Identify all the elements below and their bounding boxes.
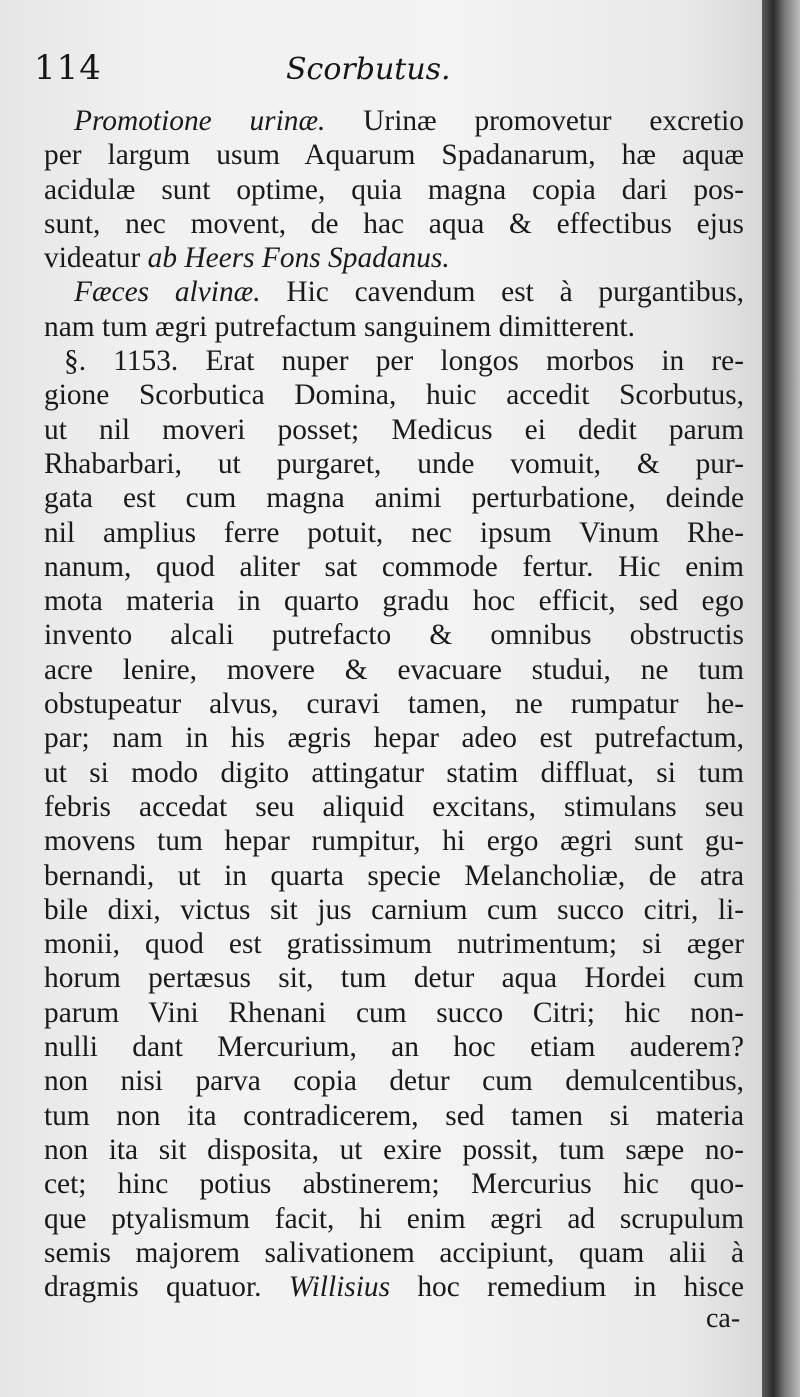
page-edge-shadow: [762, 0, 800, 1397]
text-line: [44, 961, 744, 995]
text-segment: nanum, quod aliter sat commode fertur. Hic enim: [44, 550, 744, 583]
text-segment: gata est cum magna animi perturbatione, deinde: [44, 482, 744, 515]
text-segment: semis majorem salivationem accipiunt, quam alii à: [44, 1236, 744, 1269]
text-segment: monii, quod est gratissimum nutrimentum; si æger: [44, 928, 744, 961]
text-line: [44, 1202, 744, 1236]
text-line: [44, 824, 744, 858]
text-segment: ut si modo digito attingatur statim diffluat, si tum: [44, 756, 744, 789]
text-line: [44, 138, 744, 172]
text-segment: cet; hinc potius abstinerem; Mercurius hic quo-: [44, 1168, 744, 1201]
italic-text: Fæces alvinæ.: [74, 276, 261, 309]
text-segment: bile dixi, victus sit jus carnium cum succo citri, li-: [44, 893, 744, 926]
text-line: [44, 173, 744, 207]
italic-text: ab Heers Fons Spadanus.: [147, 242, 450, 275]
italic-text: Promotione urinæ.: [74, 105, 326, 137]
page-number: 114: [34, 48, 102, 88]
text-segment: tum non ita contradicerem, sed tamen si materia: [44, 1099, 744, 1132]
text-line: [44, 481, 744, 515]
text-segment: par; nam in his ægris hepar adeo est putrefactum,: [44, 722, 744, 755]
text-segment: per largum usum Aquarum Spadanarum, hæ aquæ: [44, 139, 744, 172]
text-segment: dragmis quatuor.: [44, 1271, 289, 1304]
text-line: [44, 1030, 744, 1064]
text-line: [44, 1270, 744, 1304]
text-line: [44, 859, 744, 893]
text-line: [44, 1099, 744, 1133]
catchword: ca-: [706, 1303, 741, 1334]
text-line: [44, 1167, 744, 1201]
text-segment: acidulæ sunt optime, quia magna copia dari pos-: [44, 173, 744, 206]
body-text: [44, 104, 744, 1304]
text-segment: que ptyalismum facit, hi enim ægri ad scrupulum: [44, 1202, 744, 1235]
text-line: [44, 310, 744, 344]
text-segment: nam tum ægri putrefactum sanguinem dimitterent.: [44, 310, 635, 343]
text-segment: parum Vini Rhenani cum succo Citri; hic non-: [44, 996, 744, 1029]
text-line: [44, 790, 744, 824]
text-segment: horum pertæsus sit, tum detur aqua Hordei cum: [44, 962, 744, 995]
text-segment: gione Scorbutica Domina, huic accedit Scorbutus,: [44, 379, 744, 412]
text-segment: acre lenire, movere & evacuare studui, ne tum: [44, 653, 744, 686]
text-segment: movens tum hepar rumpitur, hi ergo ægri sunt gu-: [44, 825, 744, 858]
text-segment: non nisi parva copia detur cum demulcentibus,: [44, 1065, 744, 1098]
running-head: Scorbutus.: [286, 52, 451, 87]
text-line: [44, 378, 744, 412]
text-line: [44, 241, 744, 275]
text-segment: Rhabarbari, ut purgaret, unde vomuit, & pur-: [44, 447, 744, 480]
text-segment: febris accedat seu aliquid excitans, stimulans seu: [44, 790, 744, 823]
page-header: [34, 48, 734, 98]
text-line: [44, 1133, 744, 1167]
text-line: [44, 721, 744, 755]
text-line: [44, 618, 744, 652]
text-segment: nulli dant Mercurium, an hoc etiam auderem?: [44, 1031, 744, 1064]
text-line: [44, 653, 744, 687]
text-line: [44, 893, 744, 927]
text-line: [44, 996, 744, 1030]
text-segment: videatur: [44, 242, 148, 275]
text-segment: hoc remedium in hisce: [390, 1271, 745, 1304]
italic-text: Willisius: [288, 1271, 391, 1304]
text-line: [44, 207, 744, 241]
text-segment: ut nil moveri posset; Medicus ei dedit parum: [44, 413, 744, 446]
text-line: [44, 1064, 744, 1098]
text-line: [44, 584, 744, 618]
text-line: [44, 687, 744, 721]
text-line: [44, 413, 744, 447]
text-segment: sunt, nec movent, de hac aqua & effectibus ejus: [44, 207, 744, 240]
text-segment: mota materia in quarto gradu hoc efficit, sed ego: [44, 585, 744, 618]
text-line: [44, 550, 744, 584]
text-segment: non ita sit disposita, ut exire possit, tum sæpe no-: [44, 1133, 744, 1166]
text-segment: Hic cavendum est à purgantibus,: [260, 276, 745, 309]
text-line: [44, 516, 744, 550]
text-line: [44, 1236, 744, 1270]
text-segment: §. 1153. Erat nuper per longos morbos in re-: [64, 345, 744, 378]
text-line: [44, 344, 744, 378]
text-line: [44, 447, 744, 481]
text-segment: bernandi, ut in quarta specie Melancholiæ, de atra: [44, 859, 744, 892]
text-line: [44, 756, 744, 790]
text-line: [44, 104, 744, 138]
text-segment: nil amplius ferre potuit, nec ipsum Vinum Rhe-: [44, 516, 744, 549]
text-line: [44, 927, 744, 961]
text-segment: invento alcali putrefacto & omnibus obstructis: [44, 619, 744, 652]
text-segment: obstupeatur alvus, curavi tamen, ne rumpatur he-: [44, 688, 744, 721]
text-line: [44, 275, 744, 309]
text-segment: Urinæ promovetur excretio: [325, 105, 744, 137]
